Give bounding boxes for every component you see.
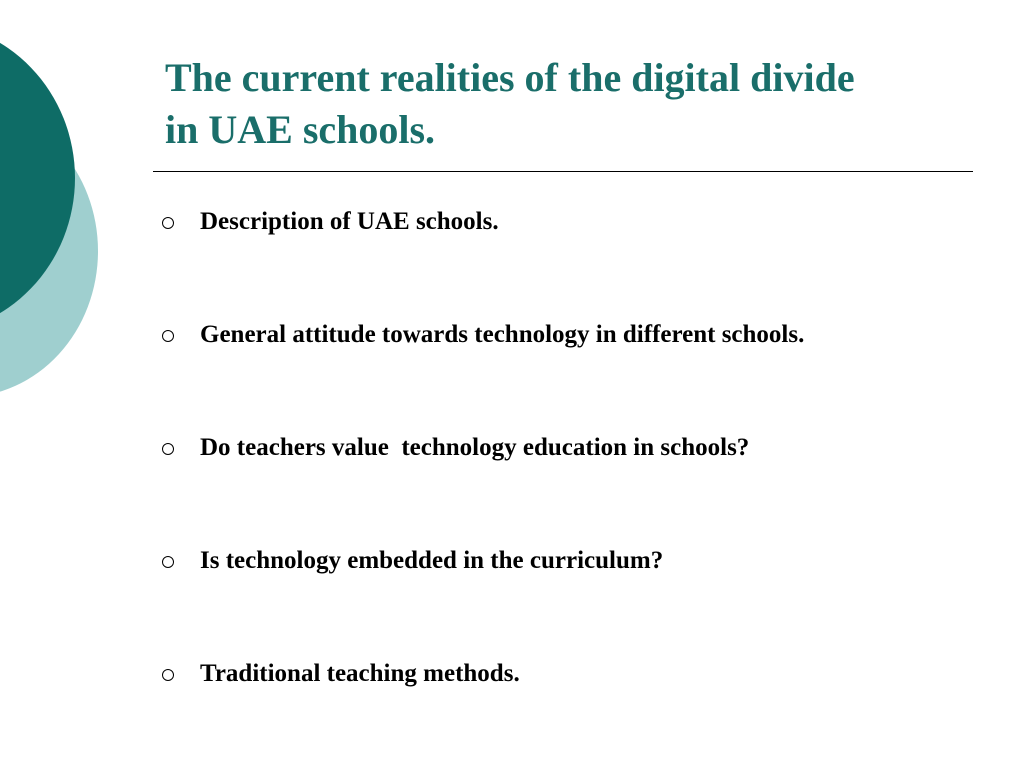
title-divider [153, 171, 973, 172]
bullet-item [162, 426, 1002, 539]
hollow-circle-bullet-icon [162, 330, 174, 342]
bullet-text: Is technology embedded in the curriculum? [200, 547, 664, 574]
bullet-text: General attitude towards technology in different schools. [200, 321, 805, 348]
slide-title-line: The current realities of the digital divide [165, 55, 855, 100]
hollow-circle-bullet-icon [162, 443, 174, 455]
hollow-circle-bullet-icon [162, 556, 174, 568]
bullet-list [162, 200, 1002, 765]
bullet-text: Do teachers value technology education in schools? [200, 434, 750, 461]
hollow-circle-bullet-icon [162, 217, 174, 229]
bullet-item [162, 539, 1002, 652]
bullet-text: Traditional teaching methods. [200, 660, 520, 687]
bullet-text: Description of UAE schools. [200, 208, 499, 235]
slide-title-line: in UAE schools. [165, 107, 436, 152]
bullet-item [162, 313, 1002, 426]
bullet-item [162, 200, 1002, 313]
bullet-item [162, 652, 1002, 765]
hollow-circle-bullet-icon [162, 669, 174, 681]
slide-title [165, 52, 985, 156]
